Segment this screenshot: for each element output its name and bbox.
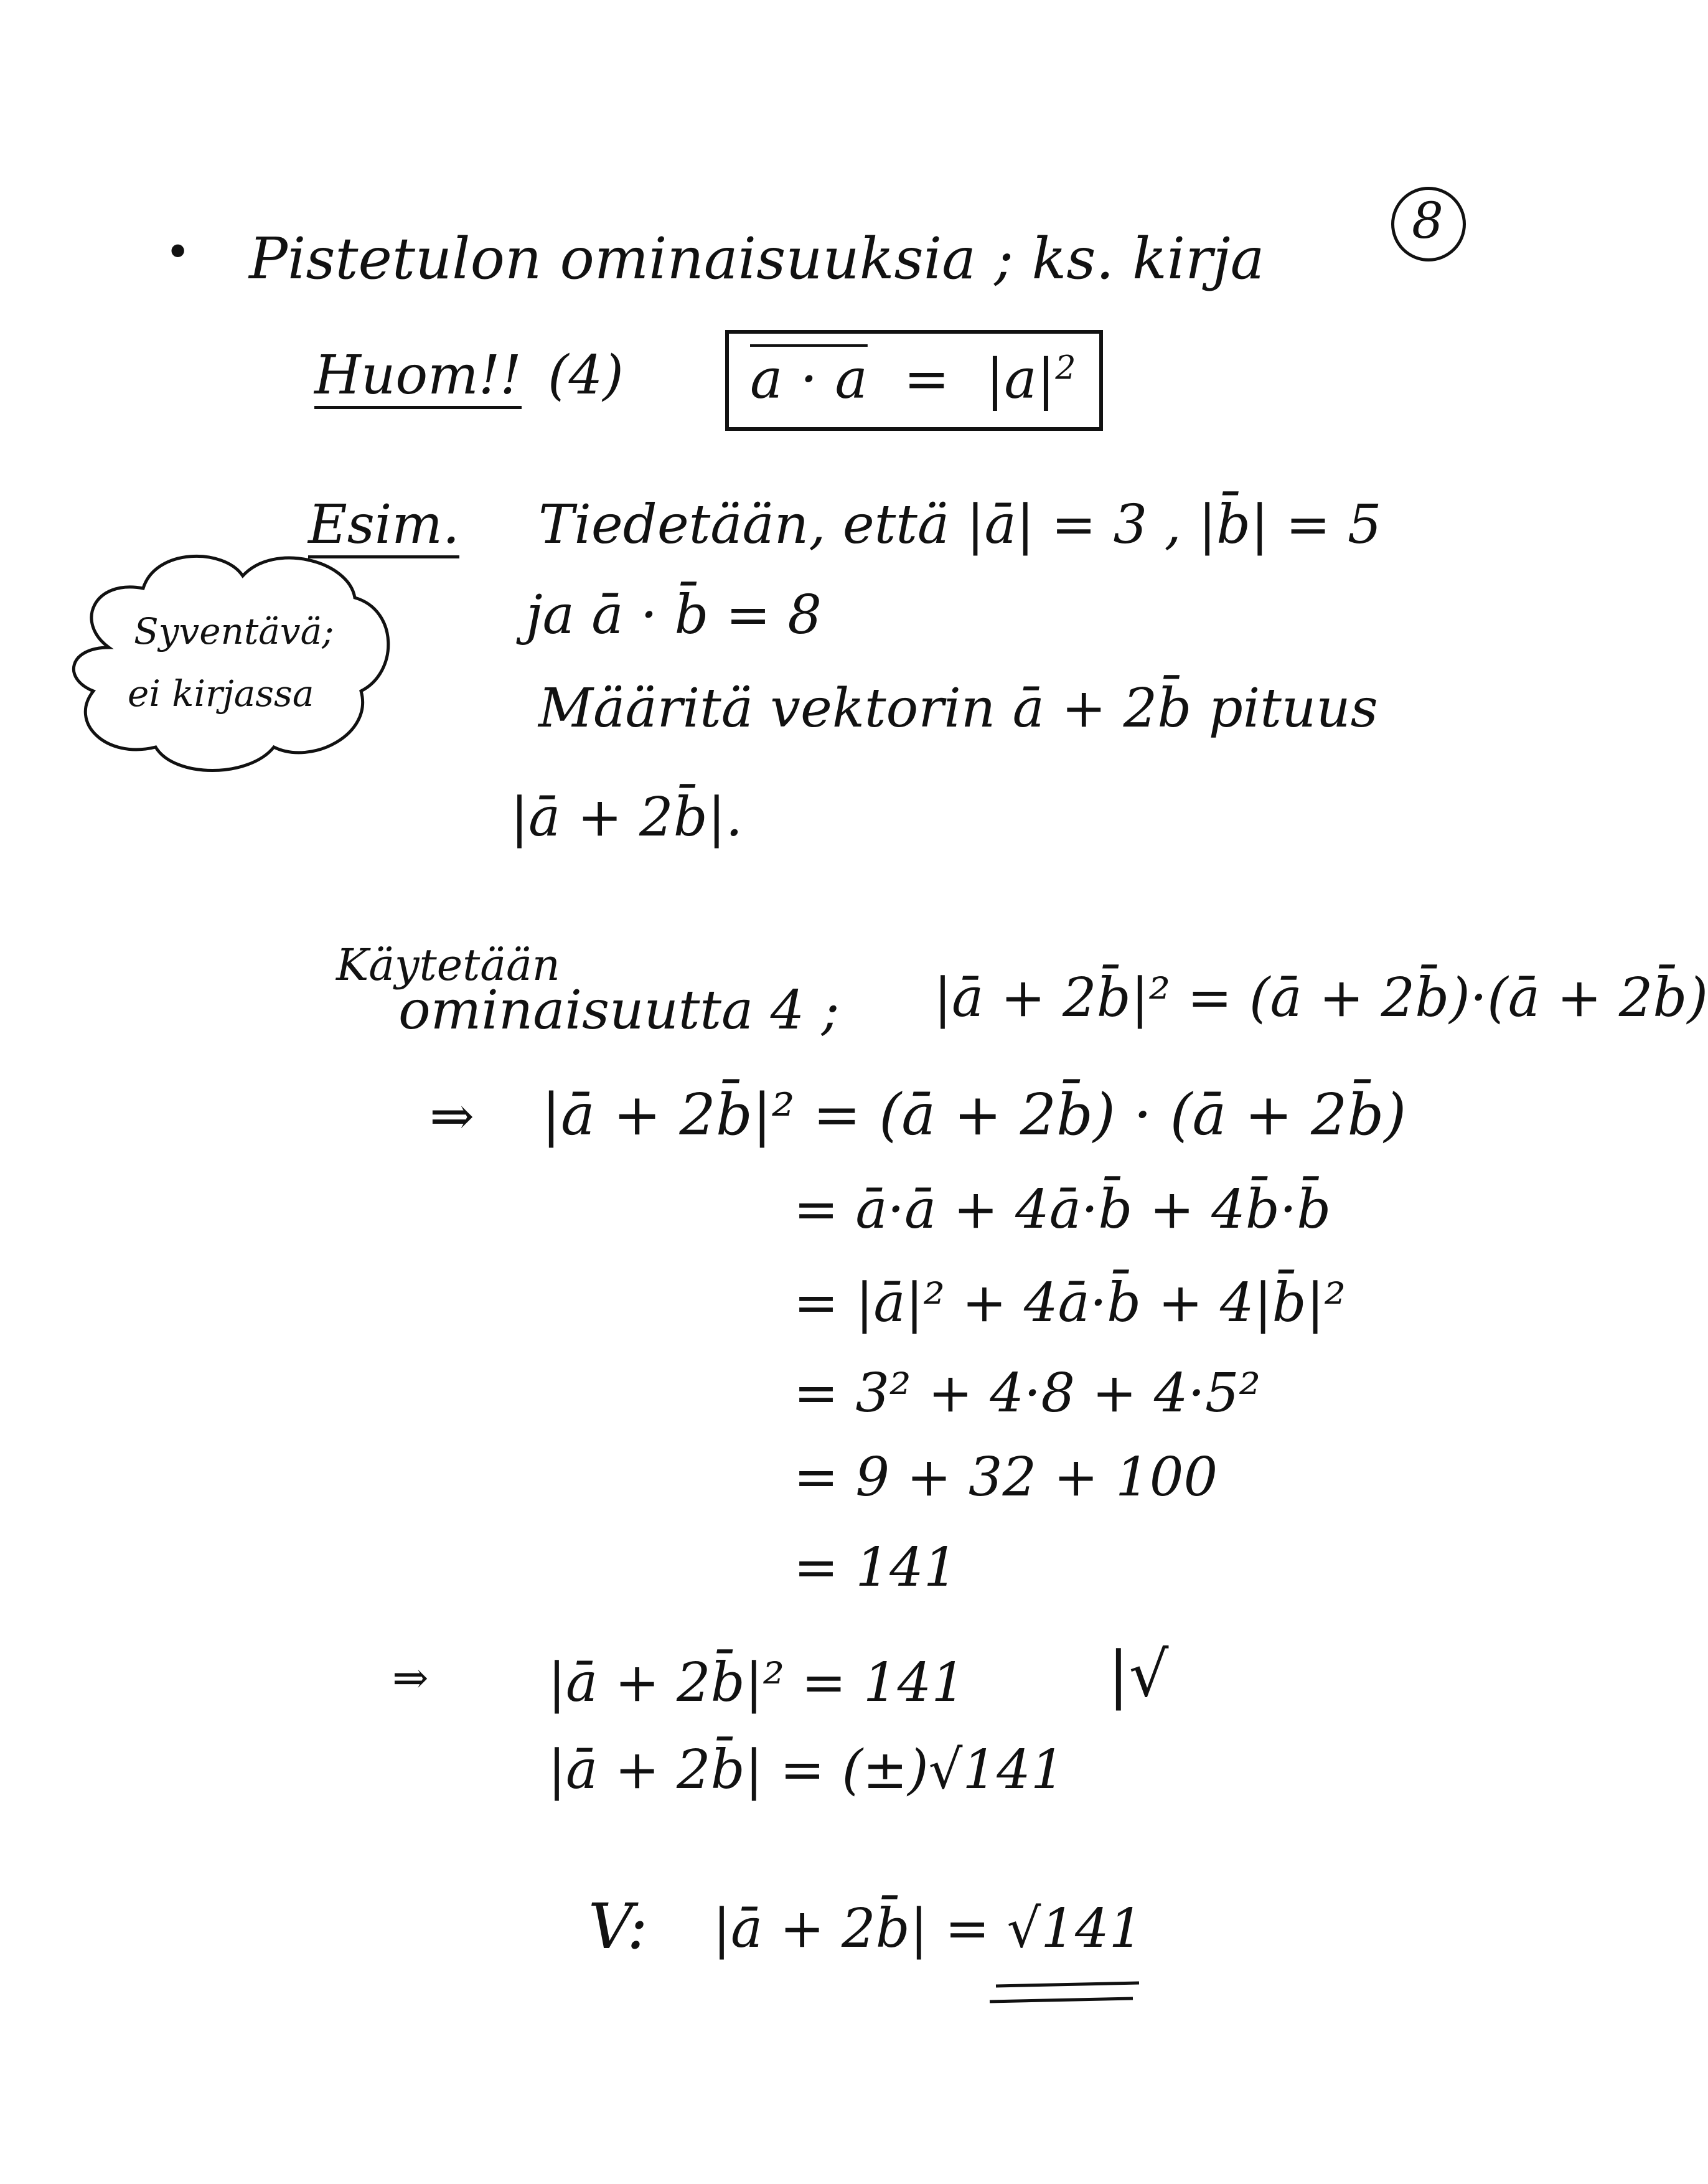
cloud-line-2: ei kirjassa <box>128 672 314 715</box>
example-line-1: Tiedetään, että |ā| = 3 , |b̄| = 5 <box>538 494 1382 556</box>
solution-intro-formula: |ā + 2b̄|² = (ā + 2b̄)·(ā + 2b̄) <box>934 967 1708 1029</box>
example-line-4: |ā + 2b̄|. <box>510 786 743 849</box>
answer: |ā + 2b̄| = √141 <box>713 1898 1143 1960</box>
example-line-2: ja ā · b̄ = 8 <box>526 584 822 646</box>
result-line-1: |ā + 2b̄|² = 141 <box>548 1652 966 1714</box>
step-3: = |ā|² + 4ā·b̄ + 4|b̄|² <box>794 1272 1346 1334</box>
step-1-arrow: ⇒ <box>429 1085 475 1147</box>
example-label: Esim. <box>308 498 459 558</box>
identity-exponent: 2 <box>1055 349 1076 387</box>
step-2: = ā·ā + 4ā·b̄ + 4b̄·b̄ <box>794 1179 1331 1241</box>
example-line-3: Määritä vektorin ā + 2b̄ pituus <box>538 677 1378 740</box>
property-number: (4) <box>548 344 624 407</box>
cloud-line-1: Syventävä; <box>134 610 334 652</box>
page-number: 8 <box>1412 192 1443 250</box>
solution-intro-line-2: ominaisuutta 4 ; <box>398 979 840 1042</box>
step-6: = 141 <box>794 1537 958 1599</box>
identity-rhs: |a| <box>985 347 1056 411</box>
step-5: = 9 + 32 + 100 <box>794 1446 1218 1509</box>
step-4: = 3² + 4·8 + 4·5² <box>794 1362 1261 1424</box>
answer-label: V: <box>588 1890 648 1963</box>
identity-eq: = <box>903 347 950 411</box>
result-line-2: |ā + 2b̄| = (±)√141 <box>548 1739 1065 1801</box>
bullet: • <box>165 227 191 278</box>
note-label: Huom!! <box>314 349 522 409</box>
page-title: Pistetulon ominaisuuksia ; ks. kirja <box>249 225 1265 292</box>
solution-intro-line-1: Käytetään <box>336 939 560 991</box>
identity-lhs: a · a <box>750 347 868 411</box>
result-root-sign: |√ <box>1108 1638 1169 1711</box>
step-1: |ā + 2b̄|² = (ā + 2b̄) · (ā + 2b̄) <box>542 1081 1407 1148</box>
result-arrow: ⇒ <box>392 1652 429 1703</box>
